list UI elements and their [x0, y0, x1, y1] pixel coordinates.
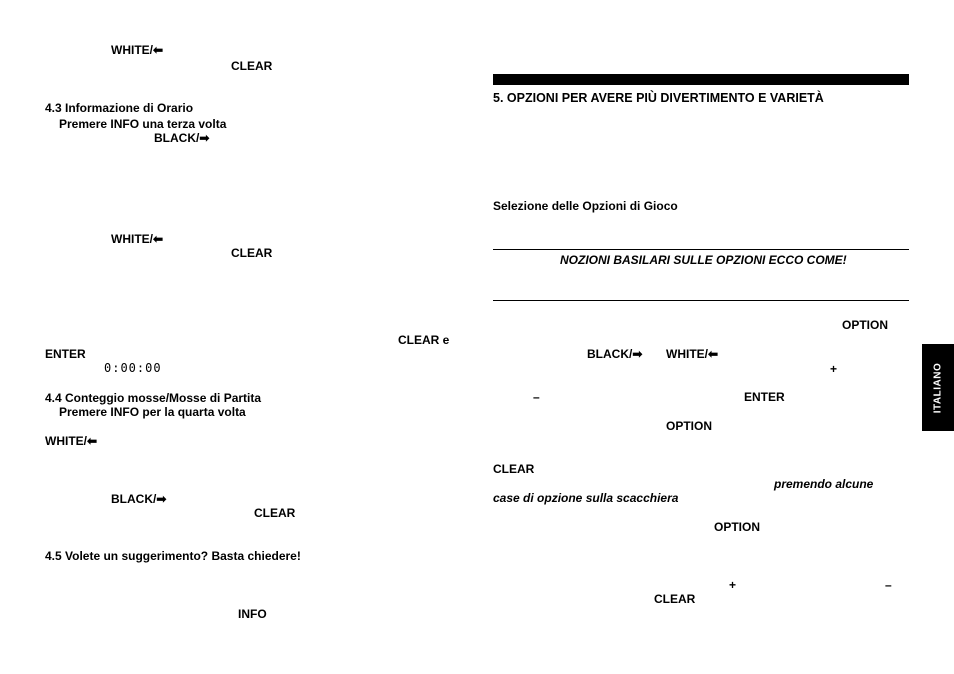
option-key-label-2: OPTION [666, 419, 713, 433]
white-key-label-r: WHITE/⬅ [666, 347, 719, 361]
section-4-4-heading: 4.4 Conteggio mosse/Mosse di Partita [45, 391, 262, 405]
option-key-label-3: OPTION [714, 520, 761, 534]
clear-key-label-r2: CLEAR [654, 592, 696, 606]
white-key-label-3: WHITE/⬅ [45, 434, 98, 448]
clear-and-label: CLEAR e [398, 333, 450, 347]
clear-key-label-3: CLEAR [254, 506, 296, 520]
boxed-note-title: NOZIONI BASILARI SULLE OPZIONI ECCO COME! [560, 253, 847, 267]
clear-key-label-2: CLEAR [231, 246, 273, 260]
arrow-left-icon: ⬅ [153, 232, 164, 246]
enter-key-label-r: ENTER [744, 390, 785, 404]
minus-key-label-1: – [533, 390, 540, 404]
section-4-4-instruction: Premere INFO per la quarta volta [59, 405, 246, 419]
white-key-label-2: WHITE/⬅ [111, 232, 164, 246]
language-tab-label: ITALIANO [932, 362, 944, 413]
black-key-label-r: BLACK/➡ [587, 347, 643, 361]
white-key-label-1: WHITE/⬅ [111, 43, 164, 57]
plus-key-label-1: + [830, 362, 838, 376]
box-bottom-rule [493, 300, 909, 301]
box-top-rule [493, 249, 909, 250]
info-key-label: INFO [238, 607, 267, 621]
section-4-3-heading: 4.3 Informazione di Orario [45, 101, 194, 115]
clear-key-label-1: CLEAR [231, 59, 273, 73]
italic-text-premendo: premendo alcune [774, 477, 874, 491]
arrow-right-icon: ➡ [632, 347, 643, 361]
minus-key-label-2: – [885, 578, 892, 592]
plus-key-label-2: + [729, 578, 737, 592]
section-4-5-heading: 4.5 Volete un suggerimento? Basta chiedere! [45, 549, 301, 563]
arrow-left-icon: ⬅ [87, 434, 98, 448]
option-key-label-1: OPTION [842, 318, 889, 332]
selection-subheading: Selezione delle Opzioni di Gioco [493, 199, 678, 213]
section-header-bar [493, 74, 909, 85]
arrow-right-icon: ➡ [156, 492, 167, 506]
arrow-right-icon: ➡ [199, 131, 210, 145]
black-key-label-2: BLACK/➡ [111, 492, 167, 506]
arrow-left-icon: ⬅ [153, 43, 164, 57]
section-4-3-instruction: Premere INFO una terza volta [59, 117, 227, 131]
lcd-time-display: 0:00:00 [104, 361, 162, 375]
enter-key-label: ENTER [45, 347, 86, 361]
arrow-left-icon: ⬅ [708, 347, 719, 361]
language-tab [922, 344, 954, 431]
italic-text-case: case di opzione sulla scacchiera [493, 491, 679, 505]
black-key-label-1: BLACK/➡ [154, 131, 210, 145]
clear-key-label-r1: CLEAR [493, 462, 535, 476]
section-5-heading: 5. OPZIONI PER AVERE PIÙ DIVERTIMENTO E VARIETÀ [493, 91, 824, 105]
